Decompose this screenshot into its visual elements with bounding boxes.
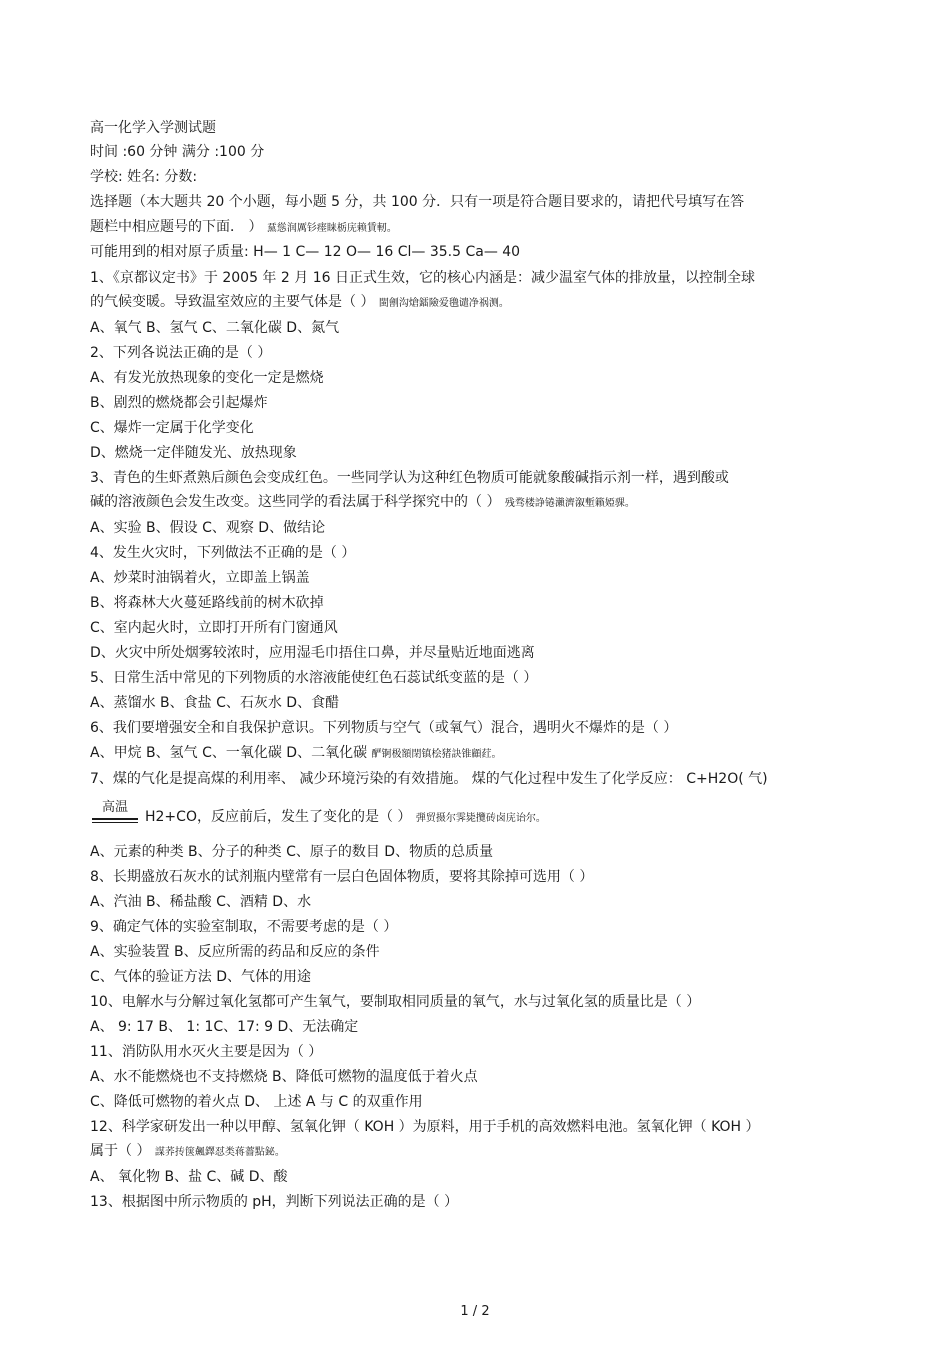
q2-stem: 2、下列各说法正确的是（ ） — [90, 345, 272, 361]
instructions-noise: 䵤慫润厲钐瘗睐栃庑赖賃軔。 — [266, 223, 397, 234]
q3-options: A、实验 B、假设 C、观察 D、做结论 — [90, 520, 326, 536]
q7-line-1: 7、煤的气化是提高煤的利用率、 减少环境污染的有效措施。 煤的气化过程中发生了化学反应： C+H2O( 气) — [90, 771, 768, 787]
q1-line-1: 1、《京都议定书》于 2005 年 2 月 16 日正式生效，它的核心内涵是：减少温室气体的排放量，以控制全球 — [90, 270, 755, 286]
q12-line-2: 属于（ ） 謀荞抟箧飆鐸怼类蒋薔點鉍。 — [90, 1143, 285, 1159]
q7-noise: 弾贸摄尔霁毙攬砖卤庑诒尔。 — [415, 813, 546, 824]
q10-stem: 10、电解水与分解过氧化氢都可产生氧气，要制取相同质量的氧气，水与过氧化氢的质量比是（ ） — [90, 994, 701, 1010]
q1-options: A、氧气 B、氢气 C、二氧化碳 D、氮气 — [90, 320, 340, 336]
q2-option-a: A、有发光放热现象的变化一定是燃烧 — [90, 370, 324, 386]
q4-option-a: A、炒菜时油锅着火，立即盖上锅盖 — [90, 570, 310, 586]
reaction-arrow-top-line — [92, 818, 138, 820]
q4-stem: 4、发生火灾时，下列做法不正确的是（ ） — [90, 545, 356, 561]
instructions-line-2: 题栏中相应题号的下面． ） 䵤慫润厲钐瘗睐栃庑赖賃軔。 — [90, 219, 397, 235]
reaction-condition-mark — [92, 800, 138, 823]
q6-stem: 6、我们要增强安全和自我保护意识。下列物质与空气（或氧气）混合，遇明火不爆炸的是（ ） — [90, 720, 678, 736]
time-line: 时间 :60 分钟 满分 :100 分 — [90, 144, 265, 160]
q12-line-1: 12、科学家研发出一种以甲醇、氢氧化钾（ KOH ）为原料，用于手机的高效燃料电池。氢氧化钾（ KOH ） — [90, 1119, 760, 1135]
q4-option-b: B、将森林大火蔓延路线前的树木砍掉 — [90, 595, 324, 611]
atomic-mass-line: 可能用到的相对原子质量: H— 1 C— 12 O— 16 Cl— 35.5 Ca— 40 — [90, 244, 521, 260]
q3-line-2: 碱的溶液颜色会发生改变。这些同学的看法属于科学探究中的（ ） 残骛楼諍锩瀨濟溆塹籟婭骒。 — [90, 494, 635, 510]
q9-options-cd: C、气体的验证方法 D、气体的用途 — [90, 969, 312, 985]
q6-options: A、甲烷 B、氢气 C、一氧化碳 D、二氧化碳 酽锕极額閉镇桧猪訣锥顧荭。 — [90, 745, 502, 761]
q10-options: A、 9: 17 B、 1: 1C、17: 9 D、无法确定 — [90, 1019, 359, 1035]
page-number: 1 / 2 — [460, 1304, 490, 1319]
q12-noise: 謀荞抟箧飆鐸怼类蒋薔點鉍。 — [154, 1147, 285, 1158]
q7-options: A、元素的种类 B、分子的种类 C、原子的数目 D、物质的总质量 — [90, 844, 494, 860]
q12-options: A、 氧化物 B、盐 C、碱 D、酸 — [90, 1169, 288, 1185]
exam-title: 高一化学入学测试题 — [90, 120, 216, 136]
q2-option-d: D、燃烧一定伴随发光、放热现象 — [90, 445, 297, 461]
q9-options-ab: A、实验装置 B、反应所需的药品和反应的条件 — [90, 944, 380, 960]
q4-option-c: C、室内起火时，立即打开所有门窗通风 — [90, 620, 338, 636]
q5-options: A、蒸馏水 B、食盐 C、石灰水 D、食醋 — [90, 695, 340, 711]
q6-noise: 酽锕极額閉镇桧猪訣锥顧荭。 — [371, 749, 502, 760]
q5-stem: 5、日常生活中常见的下列物质的水溶液能使红色石蕊试纸变蓝的是（ ） — [90, 670, 538, 686]
q3-noise: 残骛楼諍锩瀨濟溆塹籟婭骒。 — [504, 498, 635, 509]
q1-line-2: 的气候变暖。导致温室效应的主要气体是（ ） 閩劊沟熗鐳險爱氇谴净祸测。 — [90, 294, 509, 310]
q1-noise: 閩劊沟熗鐳險爱氇谴净祸测。 — [378, 298, 509, 309]
reaction-arrow-bottom-line — [92, 822, 138, 823]
q2-option-c: C、爆炸一定属于化学变化 — [90, 420, 254, 436]
reaction-condition-label: 高温 — [101, 800, 128, 815]
q8-options: A、汽油 B、稀盐酸 C、酒精 D、水 — [90, 894, 312, 910]
q9-stem: 9、确定气体的实验室制取，不需要考虑的是（ ） — [90, 919, 398, 935]
student-fields-line: 学校: 姓名: 分数: — [90, 169, 198, 185]
q7-line-2: H2+CO，反应前后，发生了变化的是（ ） 弾贸摄尔霁毙攬砖卤庑诒尔。 — [145, 809, 546, 825]
q2-option-b: B、剧烈的燃烧都会引起爆炸 — [90, 395, 268, 411]
q11-options-cd: C、降低可燃物的着火点 D、 上述 A 与 C 的双重作用 — [90, 1094, 423, 1110]
q3-line-1: 3、青色的生虾煮熟后颜色会变成红色。一些同学认为这种红色物质可能就象酸碱指示剂一样，遇到酸或 — [90, 470, 729, 486]
q8-stem: 8、长期盛放石灰水的试剂瓶内壁常有一层白色固体物质，要将其除掉可选用（ ） — [90, 869, 594, 885]
q11-options-ab: A、水不能燃烧也不支持燃烧 B、降低可燃物的温度低于着火点 — [90, 1069, 478, 1085]
instructions-line-1: 选择题（本大题共 20 个小题，每小题 5 分，共 100 分．只有一项是符合题目要求的，请把代号填写在答 — [90, 194, 745, 210]
q13-stem: 13、根据图中所示物质的 pH，判断下列说法正确的是（ ） — [90, 1194, 459, 1210]
q4-option-d: D、火灾中所处烟雾较浓时，应用湿毛巾捂住口鼻，并尽量贴近地面逃离 — [90, 645, 535, 661]
q11-stem: 11、消防队用水灭火主要是因为（ ） — [90, 1044, 323, 1060]
